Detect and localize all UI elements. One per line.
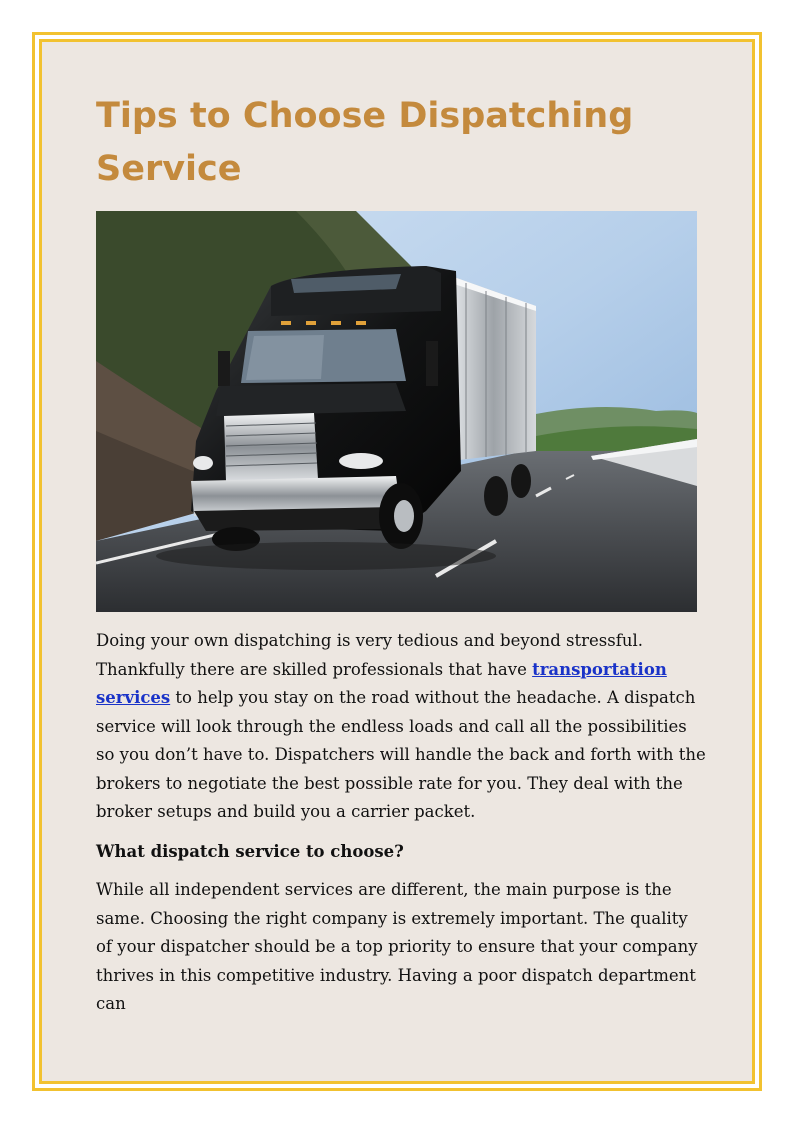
second-paragraph: While all independent services are different, the main purpose is the same. Choosing the right company is extremely important. The quality of your dispatcher should be a top priority to ensure that your company thrives in this competitive industry. Having a poor dispatch department can xyxy=(96,880,698,1013)
intro-text-start: Doing your own dispatching is very tedious and beyond stressful. Thankfully there are skilled professionals that have xyxy=(96,631,643,679)
intro-text-end: to help you stay on the road without the headache. A dispatch service will look through the endless loads and call all the possibilities so you don’t have to. Dispatchers will handle the back and forth with the brokers to negotiate the best possible rate for you. They deal with the broker setups and build you a carrier packet. xyxy=(96,688,706,821)
document-title: Tips to Choose Dispatching Service xyxy=(96,96,634,189)
truck-photo xyxy=(96,211,697,612)
transportation-services-link[interactable]: transportation services xyxy=(96,659,667,707)
intro-paragraph xyxy=(96,627,706,827)
section-subheading: What dispatch service to choose? xyxy=(96,842,404,861)
